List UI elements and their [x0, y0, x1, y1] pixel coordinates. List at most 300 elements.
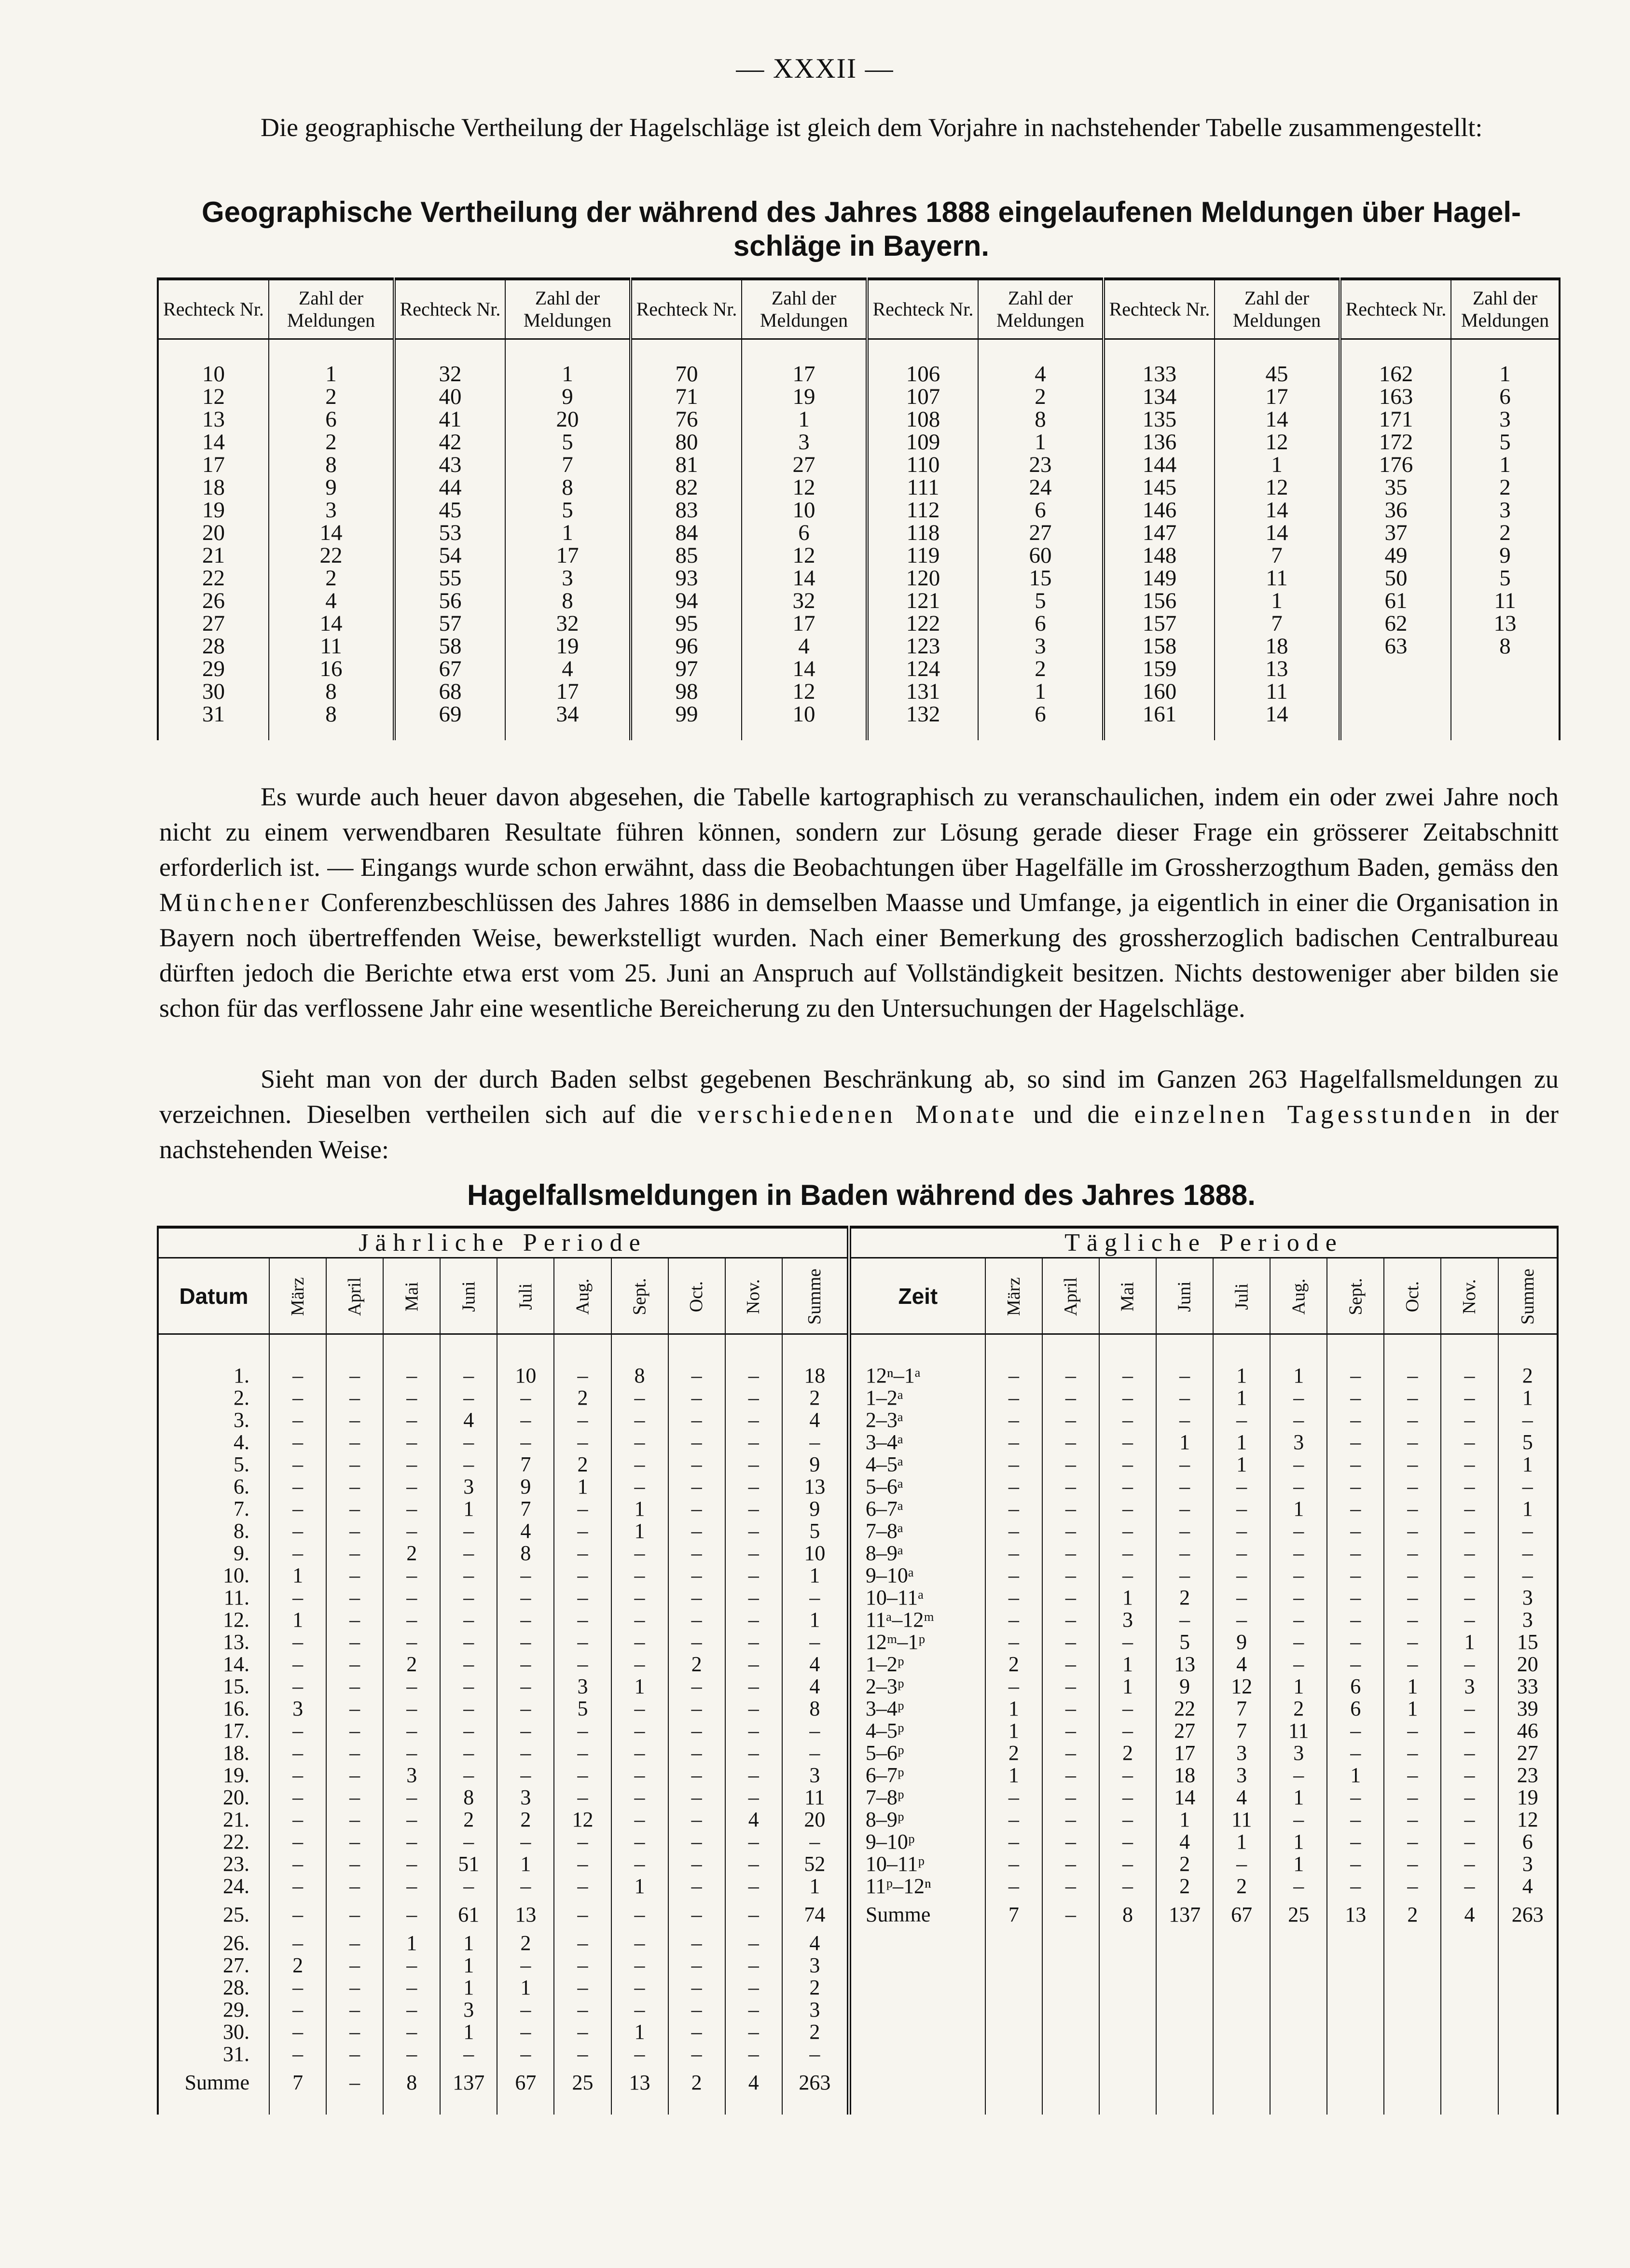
value-cell: 1 — [1270, 1365, 1327, 1387]
value-cell: 18 — [1156, 1764, 1213, 1786]
paragraph-3-spaced-1: verschiedenen Monate — [697, 1100, 1019, 1129]
value-cell: – — [985, 1520, 1042, 1542]
value-cell: – — [725, 1542, 782, 1564]
sum-cell: 137 — [1156, 1897, 1213, 1932]
datum-month-header — [440, 1258, 497, 1334]
value-cell: 3 — [497, 1786, 554, 1809]
value-cell: – — [985, 1853, 1042, 1875]
rechteck-cell: 120 — [867, 567, 978, 590]
month-label: Juni — [458, 1281, 479, 1312]
empty-cell — [1099, 2043, 1156, 2065]
value-cell: – — [383, 1720, 440, 1742]
spacer-cell — [1451, 726, 1560, 740]
meldungen-cell: 1 — [1451, 454, 1560, 476]
value-cell: – — [725, 1999, 782, 2021]
value-cell: – — [1441, 1742, 1498, 1764]
spacer-cell — [497, 2100, 554, 2115]
spacer-cell — [505, 339, 631, 363]
value-cell: – — [497, 2021, 554, 2043]
date-cell: 2. — [158, 1387, 269, 1409]
date-cell: 13. — [158, 1631, 269, 1653]
value-cell: – — [725, 1977, 782, 1999]
rechteck-cell: 40 — [394, 386, 505, 408]
value-cell: 10 — [497, 1365, 554, 1387]
time-cell: 2–3ᵖ — [849, 1675, 985, 1698]
value-cell: – — [497, 1720, 554, 1742]
value-cell: – — [1213, 1409, 1270, 1431]
value-cell: – — [554, 1831, 611, 1853]
value-cell: 1 — [1441, 1631, 1498, 1653]
value-cell: – — [725, 1875, 782, 1897]
value-cell: 18 — [782, 1365, 849, 1387]
value-cell: – — [440, 1609, 497, 1631]
value-cell: – — [611, 1564, 668, 1587]
value-cell: 1 — [985, 1720, 1042, 1742]
value-cell: – — [497, 1831, 554, 1853]
value-cell: 2 — [497, 1809, 554, 1831]
value-cell: – — [725, 1742, 782, 1764]
value-cell: – — [1099, 1387, 1156, 1409]
meldungen-cell: 2 — [269, 386, 394, 408]
value-cell: – — [1384, 1609, 1441, 1631]
value-cell: 2 — [1498, 1365, 1558, 1387]
rechteck-cell: 172 — [1340, 431, 1451, 454]
table-row — [158, 476, 1560, 499]
month-label: Juni — [1174, 1281, 1195, 1312]
value-cell: – — [440, 1698, 497, 1720]
time-cell: 12ᵐ–1ᵖ — [849, 1631, 985, 1653]
value-cell: – — [440, 1564, 497, 1587]
time-cell: 8–9ᵃ — [849, 1542, 985, 1564]
value-cell: 4 — [1213, 1786, 1270, 1809]
value-cell: – — [725, 1431, 782, 1453]
meldungen-cell: 2 — [978, 386, 1104, 408]
meldungen-cell: 9 — [505, 386, 631, 408]
value-cell: – — [725, 1476, 782, 1498]
table-row — [158, 703, 1560, 726]
value-cell: – — [554, 1609, 611, 1631]
value-cell: – — [497, 1564, 554, 1587]
value-cell: – — [611, 1431, 668, 1453]
value-cell: 1 — [1213, 1453, 1270, 1476]
rechteck-cell: 159 — [1104, 658, 1215, 680]
empty-cell — [1042, 2021, 1099, 2043]
value-cell: – — [668, 1999, 725, 2021]
rechteck-cell: 82 — [631, 476, 742, 499]
value-cell: – — [668, 1631, 725, 1653]
value-cell: – — [725, 1409, 782, 1431]
value-cell: – — [383, 1609, 440, 1631]
spacer-cell — [631, 339, 742, 363]
rechteck-cell: 85 — [631, 544, 742, 567]
value-cell: – — [985, 1409, 1042, 1431]
rechteck-cell: 37 — [1340, 522, 1451, 544]
value-cell: 1 — [440, 1498, 497, 1520]
value-cell: – — [725, 1520, 782, 1542]
value-cell: – — [383, 1564, 440, 1587]
value-cell: – — [554, 1365, 611, 1387]
value-cell: – — [668, 1786, 725, 1809]
value-cell: 20 — [1498, 1653, 1558, 1675]
value-cell: – — [1441, 1453, 1498, 1476]
value-cell: – — [383, 1698, 440, 1720]
value-cell: – — [1327, 1720, 1384, 1742]
value-cell: – — [725, 1954, 782, 1977]
value-cell: – — [725, 1631, 782, 1653]
empty-cell — [1498, 1932, 1558, 1954]
sum-cell: 2 — [1384, 1897, 1441, 1932]
meldungen-cell: 4 — [505, 658, 631, 680]
rechteck-cell: 18 — [158, 476, 269, 499]
rechteck-cell: 118 — [867, 522, 978, 544]
value-cell: – — [1270, 1587, 1327, 1609]
value-cell: – — [668, 1875, 725, 1897]
value-cell: – — [269, 1831, 326, 1853]
value-cell: – — [326, 1698, 383, 1720]
table-row — [158, 1498, 1558, 1520]
value-cell: – — [1441, 1409, 1498, 1431]
sum-cell: 13 — [611, 2065, 668, 2100]
value-cell: 2 — [440, 1809, 497, 1831]
value-cell: – — [554, 1853, 611, 1875]
value-cell: – — [554, 1587, 611, 1609]
meldungen-cell: 14 — [1215, 499, 1340, 522]
value-cell: 2 — [497, 1932, 554, 1954]
meldungen-cell: 1 — [269, 363, 394, 386]
value-cell: – — [725, 1564, 782, 1587]
datum-month-header — [326, 1258, 383, 1334]
value-cell: – — [383, 1786, 440, 1809]
value-cell: – — [668, 1542, 725, 1564]
rechteck-cell: 131 — [867, 680, 978, 703]
value-cell: – — [326, 1520, 383, 1542]
month-label: Aug. — [1288, 1278, 1309, 1315]
meldungen-cell: 2 — [978, 658, 1104, 680]
value-cell: 11 — [782, 1786, 849, 1809]
spacer-cell — [867, 339, 978, 363]
value-cell: – — [1156, 1498, 1213, 1520]
value-cell: – — [782, 1431, 849, 1453]
rechteck-cell: 158 — [1104, 635, 1215, 658]
rechteck-cell: 156 — [1104, 590, 1215, 612]
rechteck-cell: 106 — [867, 363, 978, 386]
empty-cell — [1156, 1999, 1213, 2021]
rechteck-cell: 20 — [158, 522, 269, 544]
value-cell: – — [668, 1698, 725, 1720]
value-cell: 3 — [554, 1675, 611, 1698]
rechteck-cell: 29 — [158, 658, 269, 680]
value-cell: 2 — [668, 1653, 725, 1675]
time-cell: 11ᵃ–12ᵐ — [849, 1609, 985, 1631]
table-row — [158, 1764, 1558, 1786]
table-row — [158, 1675, 1558, 1698]
table-row — [158, 1476, 1558, 1498]
value-cell: – — [611, 1932, 668, 1954]
rechteck-cell: 61 — [1340, 590, 1451, 612]
spacer-cell — [742, 726, 867, 740]
spacer-cell — [158, 726, 269, 740]
value-cell: – — [1270, 1809, 1327, 1831]
empty-cell — [1156, 1954, 1213, 1977]
table-row — [158, 1409, 1558, 1431]
empty-cell — [1213, 1932, 1270, 1954]
value-cell: – — [383, 1431, 440, 1453]
value-cell: – — [668, 1498, 725, 1520]
paragraph-2-spaced: Münchener — [159, 888, 313, 917]
meldungen-cell: 12 — [742, 476, 867, 499]
value-cell: – — [1327, 1609, 1384, 1631]
value-cell: – — [1384, 1786, 1441, 1809]
spacer-cell — [782, 2100, 849, 2115]
value-cell: – — [326, 1387, 383, 1409]
time-cell: 12ⁿ–1ᵃ — [849, 1365, 985, 1387]
date-cell: 22. — [158, 1831, 269, 1853]
table-row — [158, 1587, 1558, 1609]
rechteck-cell: 68 — [394, 680, 505, 703]
value-cell: – — [1384, 1809, 1441, 1831]
rechteck-cell: 12 — [158, 386, 269, 408]
value-cell: – — [1042, 1875, 1099, 1897]
sum-cell: 25 — [1270, 1897, 1327, 1932]
spacer-cell — [985, 2100, 1042, 2115]
datum-month-header — [554, 1258, 611, 1334]
spacer-cell — [978, 339, 1104, 363]
value-cell: – — [554, 1977, 611, 1999]
value-cell: 46 — [1498, 1720, 1558, 1742]
empty-cell — [985, 2065, 1042, 2100]
zeit-month-header — [1498, 1258, 1558, 1334]
date-cell: 31. — [158, 2043, 269, 2065]
value-cell: – — [1099, 1786, 1156, 1809]
spacer-cell — [326, 2100, 383, 2115]
month-label: April — [1060, 1277, 1081, 1316]
empty-cell — [985, 2043, 1042, 2065]
spacer-cell — [158, 339, 269, 363]
value-cell: 1 — [383, 1932, 440, 1954]
empty-cell — [1327, 1954, 1384, 1977]
meldungen-cell: 8 — [269, 703, 394, 726]
value-cell: 1 — [1498, 1453, 1558, 1476]
value-cell: – — [1327, 1409, 1384, 1431]
empty-cell — [1384, 1932, 1441, 1954]
value-cell: 4 — [782, 1675, 849, 1698]
value-cell: – — [440, 1631, 497, 1653]
time-cell: 8–9ᵖ — [849, 1809, 985, 1831]
time-cell: 7–8ᵃ — [849, 1520, 985, 1542]
meldungen-cell: 3 — [1451, 499, 1560, 522]
empty-cell — [1498, 1954, 1558, 1977]
header-rechteck: Rechteck Nr. — [1340, 279, 1451, 339]
spacer-cell — [1213, 1334, 1270, 1365]
date-cell: 11. — [158, 1587, 269, 1609]
value-cell: – — [985, 1809, 1042, 1831]
empty-cell — [1042, 1999, 1099, 2021]
spacer-cell — [611, 2100, 668, 2115]
meldungen-cell: 3 — [505, 567, 631, 590]
value-cell: – — [725, 1831, 782, 1853]
value-cell: 1 — [440, 2021, 497, 2043]
value-cell: – — [269, 1853, 326, 1875]
value-cell: 1 — [497, 1853, 554, 1875]
spacer-cell — [1099, 1334, 1156, 1365]
meldungen-cell: 2 — [1451, 476, 1560, 499]
value-cell: – — [1099, 1542, 1156, 1564]
rechteck-cell: 42 — [394, 431, 505, 454]
value-cell: 2 — [985, 1653, 1042, 1675]
value-cell: 1 — [1270, 1831, 1327, 1853]
rechteck-cell: 149 — [1104, 567, 1215, 590]
datum-month-header — [497, 1258, 554, 1334]
table-row — [158, 1809, 1558, 1831]
empty-cell — [1327, 2021, 1384, 2043]
value-cell: – — [1099, 1720, 1156, 1742]
spacer-cell — [668, 2100, 725, 2115]
date-cell: 19. — [158, 1764, 269, 1786]
meldungen-cell: 13 — [1215, 658, 1340, 680]
table1-title — [145, 195, 1578, 263]
value-cell: 1 — [1498, 1498, 1558, 1520]
month-label: Aug. — [572, 1278, 593, 1315]
meldungen-cell: 8 — [269, 680, 394, 703]
meldungen-cell: 24 — [978, 476, 1104, 499]
value-cell: – — [440, 1653, 497, 1675]
value-cell: – — [269, 1453, 326, 1476]
meldungen-cell: 3 — [1451, 408, 1560, 431]
paragraph-3-b: und die — [1033, 1100, 1119, 1129]
value-cell: – — [440, 1675, 497, 1698]
value-cell: – — [1384, 1653, 1441, 1675]
rechteck-cell: 53 — [394, 522, 505, 544]
value-cell: – — [1042, 1587, 1099, 1609]
value-cell: – — [1441, 1764, 1498, 1786]
empty-cell — [1384, 2065, 1441, 2100]
intro-paragraph: Die geographische Vertheilung der Hagelschläge ist gleich dem Vorjahre in nachstehender Tabelle zusammengestellt: — [261, 113, 1483, 142]
empty-cell — [1498, 2021, 1558, 2043]
meldungen-cell: 19 — [742, 386, 867, 408]
spacer-cell — [554, 2100, 611, 2115]
value-cell: – — [1099, 1476, 1156, 1498]
value-cell: – — [1270, 1387, 1327, 1409]
value-cell: – — [1099, 1764, 1156, 1786]
value-cell: – — [725, 2043, 782, 2065]
value-cell: 3 — [782, 1954, 849, 1977]
month-label: März — [1003, 1277, 1024, 1316]
value-cell: – — [1441, 1387, 1498, 1409]
month-label: Summe — [804, 1268, 825, 1325]
value-cell: – — [326, 1587, 383, 1609]
month-label: Nov. — [743, 1279, 764, 1314]
value-cell: – — [1441, 1720, 1498, 1742]
value-cell: 1 — [611, 1520, 668, 1542]
value-cell: – — [269, 1977, 326, 1999]
rechteck-cell: 54 — [394, 544, 505, 567]
spacer-cell — [497, 1334, 554, 1365]
rechteck-cell — [1340, 680, 1451, 703]
table-row — [158, 499, 1560, 522]
value-cell: – — [326, 1431, 383, 1453]
value-cell: 2 — [269, 1954, 326, 1977]
value-cell: – — [497, 2043, 554, 2065]
rechteck-cell: 171 — [1340, 408, 1451, 431]
value-cell: 2 — [383, 1653, 440, 1675]
empty-cell — [1498, 2065, 1558, 2100]
rechteck-cell: 162 — [1340, 363, 1451, 386]
value-cell: 3 — [440, 1999, 497, 2021]
meldungen-cell: 5 — [505, 499, 631, 522]
meldungen-cell: 14 — [269, 612, 394, 635]
value-cell: – — [725, 1587, 782, 1609]
spacer-cell — [1215, 726, 1340, 740]
value-cell: 74 — [782, 1897, 849, 1932]
meldungen-cell: 1 — [1215, 454, 1340, 476]
value-cell: – — [554, 1932, 611, 1954]
meldungen-cell: 12 — [1215, 431, 1340, 454]
value-cell: 4 — [782, 1932, 849, 1954]
value-cell: – — [269, 1587, 326, 1609]
spacer-cell — [1270, 2100, 1327, 2115]
rechteck-cell: 93 — [631, 567, 742, 590]
date-cell: 29. — [158, 1999, 269, 2021]
empty-cell — [1099, 1954, 1156, 1977]
value-cell: 1 — [1099, 1653, 1156, 1675]
rechteck-cell: 123 — [867, 635, 978, 658]
sum-cell: 67 — [497, 2065, 554, 2100]
empty-cell — [849, 1932, 985, 1954]
table1-title-line1: Geographische Vertheilung der während des Jahres 1888 eingelaufenen Meldungen über Hagel- — [201, 196, 1521, 228]
sum-cell: 25 — [554, 2065, 611, 2100]
sum-cell: – — [326, 2065, 383, 2100]
table1-title-line2: schläge in Bayern. — [733, 230, 990, 262]
meldungen-cell: 14 — [1215, 408, 1340, 431]
empty-cell — [1042, 1954, 1099, 1977]
rechteck-cell: 36 — [1340, 499, 1451, 522]
empty-cell — [1270, 1954, 1327, 1977]
sum-cell: – — [1042, 1897, 1099, 1932]
value-cell: – — [497, 1675, 554, 1698]
empty-cell — [1042, 1977, 1099, 1999]
empty-cell — [1498, 1999, 1558, 2021]
rechteck-cell: 76 — [631, 408, 742, 431]
value-cell: – — [725, 1698, 782, 1720]
value-cell: 12 — [1213, 1675, 1270, 1698]
page-number: — XXXII — — [736, 53, 894, 84]
value-cell: 3 — [782, 1999, 849, 2021]
meldungen-cell: 60 — [978, 544, 1104, 567]
empty-cell — [1213, 2043, 1270, 2065]
value-cell: 27 — [1498, 1742, 1558, 1764]
value-cell: – — [1270, 1520, 1327, 1542]
value-cell: 12 — [1498, 1809, 1558, 1831]
time-cell: 11ᵖ–12ⁿ — [849, 1875, 985, 1897]
value-cell: – — [554, 1764, 611, 1786]
rechteck-cell: 14 — [158, 431, 269, 454]
meldungen-cell: 16 — [269, 658, 394, 680]
empty-cell — [1384, 1977, 1441, 1999]
date-cell: 14. — [158, 1653, 269, 1675]
value-cell: – — [1042, 1809, 1099, 1831]
meldungen-cell — [1451, 703, 1560, 726]
value-cell: – — [269, 1520, 326, 1542]
empty-cell — [1498, 1977, 1558, 1999]
header-zahl: Zahl der Meldungen — [505, 279, 631, 339]
value-cell: – — [1156, 1542, 1213, 1564]
value-cell: 1 — [1099, 1675, 1156, 1698]
value-cell: – — [668, 1476, 725, 1498]
value-cell: – — [326, 1977, 383, 1999]
value-cell: – — [1270, 1609, 1327, 1631]
rechteck-cell: 136 — [1104, 431, 1215, 454]
header-zahl: Zahl der Meldungen — [1451, 279, 1560, 339]
